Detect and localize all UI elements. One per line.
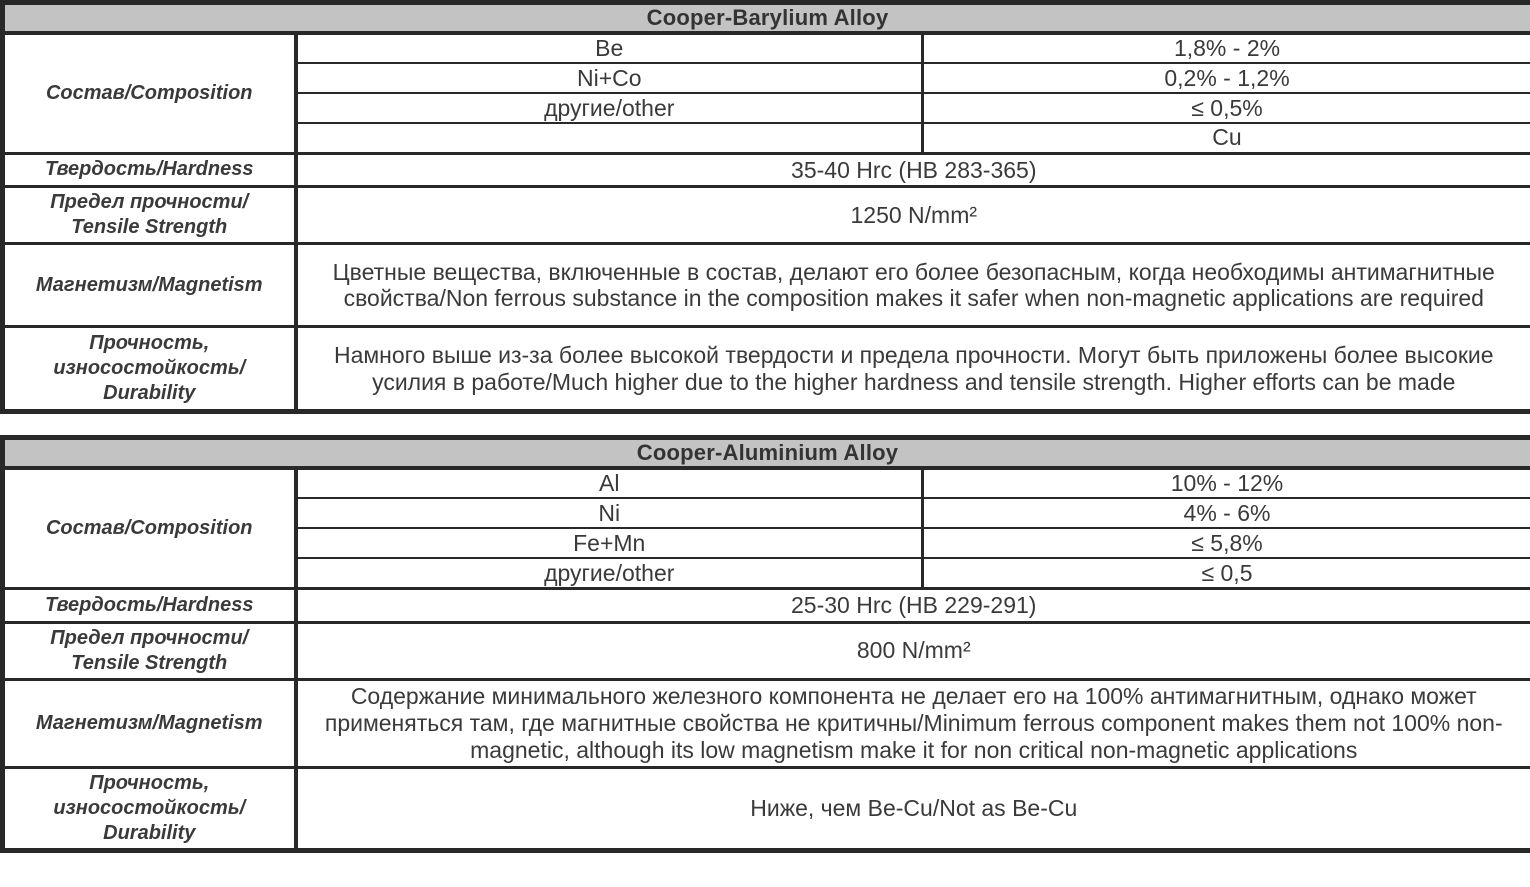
tables-gap	[0, 414, 1530, 435]
component-name: Fe+Mn	[296, 528, 923, 558]
magnetism-value: Содержание минимального железного компонента не делает его на 100% антимагнитным, однако может применяться там, где магнитные свойства не критичны/Minimum ferrous component makes them not 100% non-magnetic, although its low magnetism make it for non critical non-magnetic applications	[296, 679, 1530, 767]
tensile-label-ru: Предел прочности/	[50, 626, 249, 649]
tensile-label-en: Tensile Strength	[71, 216, 228, 239]
hardness-value: 25-30 Hrc (HB 229-291)	[296, 588, 1530, 622]
component-range: 0,2% - 1,2%	[923, 63, 1530, 93]
magnetism-value: Цветные вещества, включенные в состав, делают его более безопасным, когда необходимы антимагнитные свойства/Non ferrous substance in the composition makes it safer when non-magnetic applications are required	[296, 244, 1530, 327]
table-title: Cooper-Barylium Alloy	[3, 3, 1530, 34]
component-name: другие/other	[296, 558, 923, 588]
hardness-row	[3, 153, 1530, 187]
hardness-label: Твердость/Hardness	[3, 153, 296, 187]
tensile-strength-value: 1250 N/mm²	[296, 187, 1530, 244]
table-title: Cooper-Aluminium Alloy	[3, 438, 1530, 469]
component-name: Al	[296, 468, 923, 498]
composition-label: Состав/Composition	[3, 33, 296, 153]
tensile-strength-row	[3, 622, 1530, 679]
tensile-strength-row	[3, 187, 1530, 244]
hardness-row	[3, 588, 1530, 622]
component-range: 4% - 6%	[923, 498, 1530, 528]
durability-value: Ниже, чем Be-Cu/Not as Be-Cu	[296, 767, 1530, 850]
component-name: другие/other	[296, 93, 923, 123]
tensile-label-ru: Предел прочности/	[50, 191, 249, 214]
durability-label-line2: износостойкость/	[53, 357, 246, 380]
cooper-barylium-table	[0, 0, 1530, 414]
composition-label: Состав/Composition	[3, 468, 296, 588]
magnetism-row	[3, 679, 1530, 767]
magnetism-label: Магнетизм/Magnetism	[3, 679, 296, 767]
magnetism-row	[3, 244, 1530, 327]
composition-row	[3, 33, 1530, 63]
tensile-strength-label	[3, 622, 296, 679]
component-range: ≤ 0,5	[923, 558, 1530, 588]
durability-label-line1: Прочность,	[89, 771, 210, 794]
durability-value: Намного выше из-за более высокой твердости и предела прочности. Могут быть приложены более высокие усилия в работе/Much higher due to the higher hardness and tensile strength. Higher efforts can be made	[296, 327, 1530, 412]
durability-row	[3, 767, 1530, 850]
durability-label	[3, 767, 296, 850]
component-name: Be	[296, 33, 923, 63]
durability-row	[3, 327, 1530, 412]
magnetism-label: Магнетизм/Magnetism	[3, 244, 296, 327]
durability-label	[3, 327, 296, 412]
tensile-label-en: Tensile Strength	[71, 651, 228, 674]
component-name: Ni+Co	[296, 63, 923, 93]
component-name	[296, 123, 923, 153]
durability-label-line1: Прочность,	[89, 332, 210, 355]
table-header-row	[3, 3, 1530, 34]
component-range: Cu	[923, 123, 1530, 153]
table-header-row	[3, 438, 1530, 469]
component-range: ≤ 5,8%	[923, 528, 1530, 558]
composition-row	[3, 468, 1530, 498]
component-range: 10% - 12%	[923, 468, 1530, 498]
hardness-value: 35-40 Hrc (HB 283-365)	[296, 153, 1530, 187]
tensile-strength-label	[3, 187, 296, 244]
component-range: 1,8% - 2%	[923, 33, 1530, 63]
cooper-aluminium-table	[0, 435, 1530, 852]
tensile-strength-value: 800 N/mm²	[296, 622, 1530, 679]
component-name: Ni	[296, 498, 923, 528]
component-range: ≤ 0,5%	[923, 93, 1530, 123]
durability-label-line3: Durability	[103, 382, 196, 405]
durability-label-line3: Durability	[103, 821, 196, 844]
hardness-label: Твердость/Hardness	[3, 588, 296, 622]
durability-label-line2: износостойкость/	[53, 796, 246, 819]
